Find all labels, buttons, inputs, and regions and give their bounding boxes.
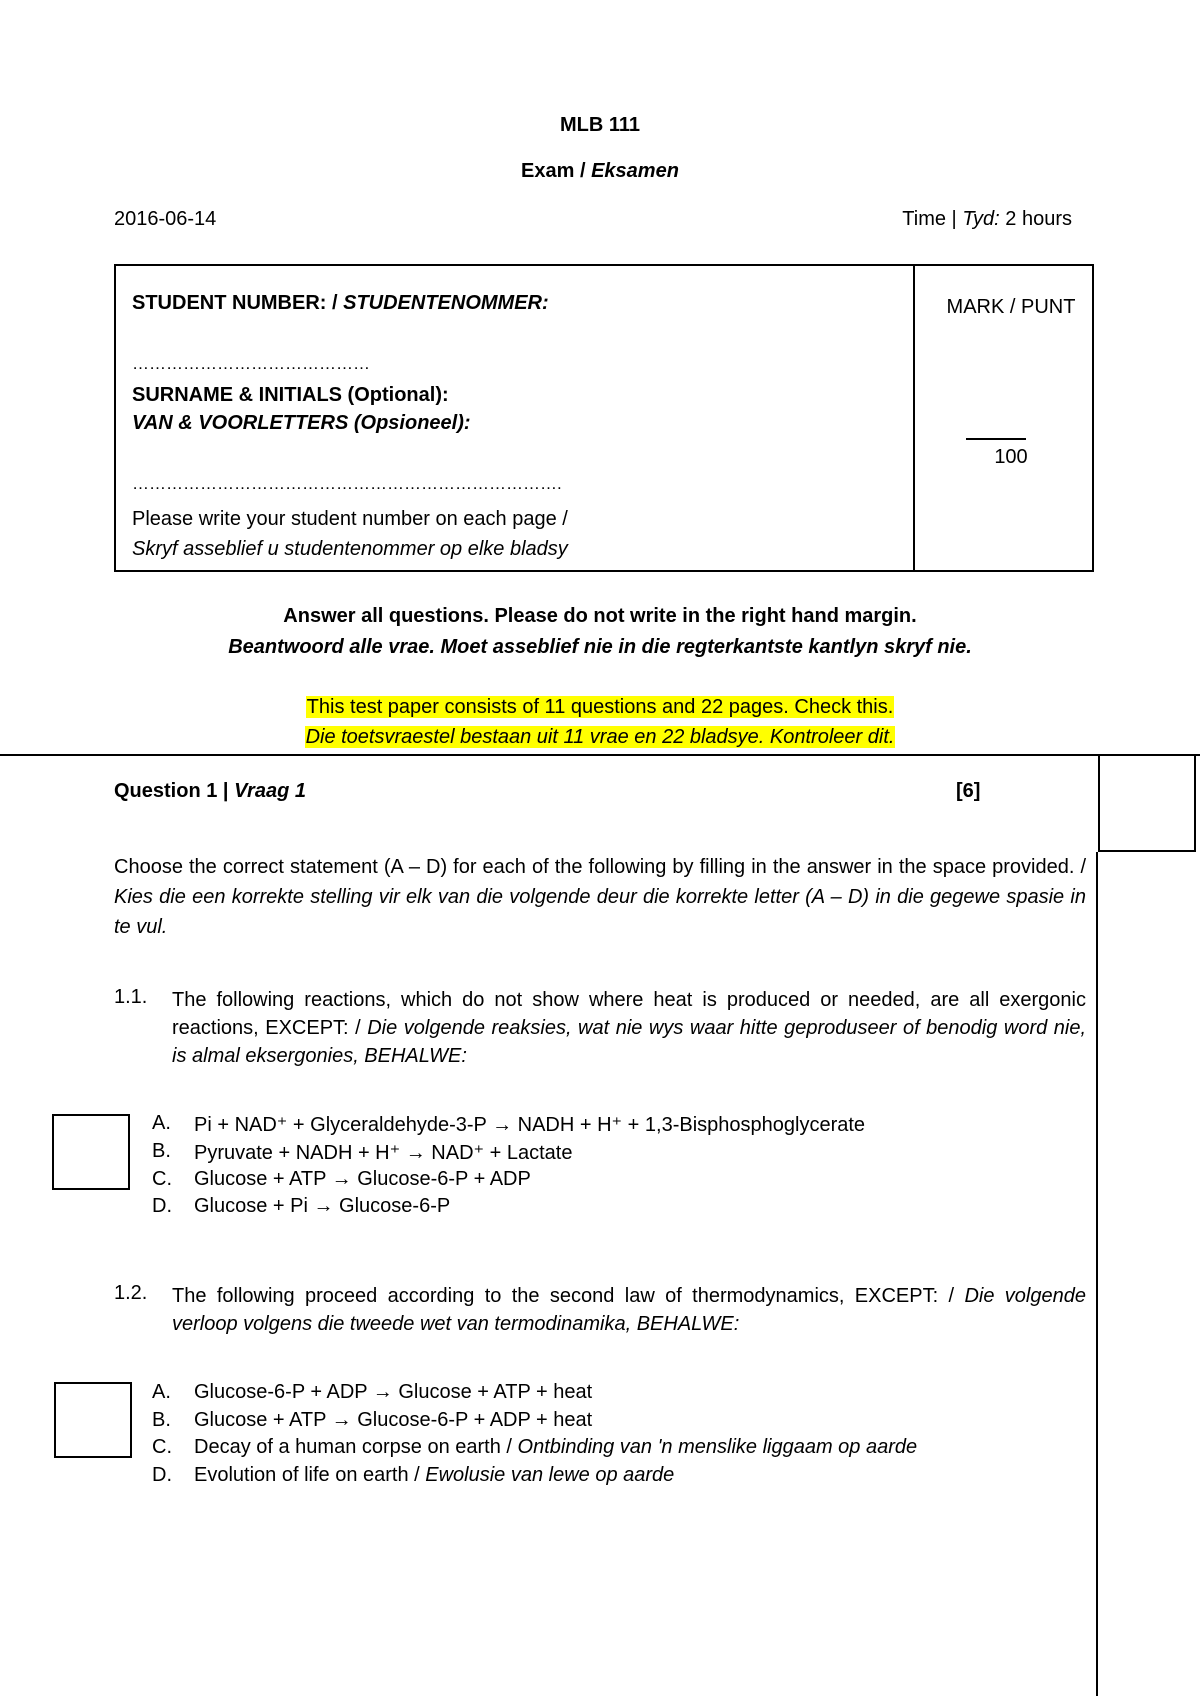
- question-1-2-text: [172, 1282, 1086, 1338]
- highlight-notice-af: Die toetsvraestel bestaan uit 11 vrae en 22 bladsye. Kontroleer dit.: [305, 726, 895, 748]
- question-1-marks: [6]: [956, 780, 981, 802]
- exam-title-af: Eksamen: [591, 160, 679, 182]
- question-1-2-text-af: Die volgende verloop volgens die tweede wet van termodinamika, BEHALWE:: [172, 1285, 1086, 1335]
- answer-box-1-1[interactable]: [52, 1114, 130, 1190]
- section-divider: [0, 754, 1200, 756]
- exam-date: 2016-06-14: [114, 208, 217, 230]
- time-label-en: Time |: [902, 208, 963, 230]
- option-text-en: Evolution of life on earth /: [194, 1464, 426, 1486]
- surname-label-af: VAN & VOORLETTERS (Opsioneel):: [132, 412, 471, 434]
- option-text: [194, 1464, 674, 1487]
- question-1-1-number: 1.1.: [114, 986, 148, 1008]
- option-letter: D.: [152, 1195, 172, 1217]
- question-1-2-text-en: The following proceed according to the second law of thermodynamics, EXCEPT: /: [172, 1285, 965, 1307]
- exam-title-sep: /: [574, 160, 592, 182]
- instruction-en: Answer all questions. Please do not write in the right hand margin.: [283, 605, 917, 627]
- option-text-en: Decay of a human corpse on earth /: [194, 1436, 518, 1458]
- option-letter: C.: [152, 1436, 172, 1458]
- option-text: Glucose + ATP → Glucose-6-P + ADP: [194, 1168, 531, 1190]
- write-instruction-af: Skryf asseblief u studentenommer op elke bladsy: [132, 538, 568, 560]
- write-instruction-en: Please write your student number on each page /: [132, 508, 568, 530]
- mark-blank-line[interactable]: [966, 438, 1026, 440]
- student-number-af: STUDENTENOMMER:: [343, 292, 549, 314]
- question-1-1-text: [172, 986, 1086, 1070]
- question-1-label: [114, 780, 306, 803]
- course-code: MLB 111: [559, 114, 641, 136]
- question-1-intro: [114, 852, 1086, 942]
- mark-label: MARK / PUNT: [946, 296, 1076, 318]
- time-label-af: Tyd:: [962, 208, 1000, 230]
- option-text-af: Ontbinding van 'n menslike liggaam op aarde: [517, 1436, 918, 1458]
- option-letter: B.: [152, 1409, 171, 1431]
- question-1-2-number: 1.2.: [114, 1282, 148, 1304]
- student-info-box: [114, 264, 1094, 572]
- question-1-1-text-en: The following reactions, which do not show where heat is produced or needed, are all exergonic reactions, EXCEPT: /: [172, 989, 1086, 1039]
- question-1-intro-en: Choose the correct statement (A – D) for each of the following by filling in the answer in the space provided. /: [114, 856, 1086, 878]
- highlight-notice: [0, 692, 1200, 752]
- exam-title-en: Exam: [521, 160, 575, 182]
- instruction-af: Beantwoord alle vrae. Moet asseblief nie in die regterkantste kantlyn skryf nie.: [228, 636, 972, 658]
- time-value: 2 hours: [999, 208, 1072, 230]
- margin-line-upper: [1096, 852, 1098, 960]
- option-text: [194, 1436, 917, 1459]
- option-letter: D.: [152, 1464, 172, 1486]
- student-number-en: STUDENT NUMBER: /: [132, 292, 344, 314]
- student-number-label: [132, 292, 549, 315]
- option-text: Pi + NAD⁺ + Glyceraldehyde-3-P → NADH + H⁺ + 1,3-Bisphosphoglycerate: [194, 1114, 866, 1136]
- option-letter: A.: [152, 1381, 171, 1403]
- option-letter: A.: [152, 1112, 171, 1134]
- margin-line: [1096, 958, 1098, 1696]
- option-text: Glucose-6-P + ADP → Glucose + ATP + heat: [194, 1381, 593, 1403]
- student-number-blank[interactable]: ……………………………………: [132, 354, 370, 373]
- exam-title: [0, 160, 1200, 183]
- question-mark-box[interactable]: [1098, 754, 1196, 852]
- option-text: Pyruvate + NADH + H⁺ → NAD⁺ + Lactate: [194, 1142, 573, 1164]
- surname-blank[interactable]: ………………………………………………………………….: [132, 474, 562, 493]
- question-1-label-en: Question 1 |: [114, 780, 235, 802]
- info-box-divider: [913, 266, 915, 570]
- highlight-notice-en: This test paper consists of 11 questions and 22 pages. Check this.: [306, 696, 894, 718]
- option-text: Glucose + Pi → Glucose-6-P: [194, 1195, 451, 1217]
- surname-label-en: SURNAME & INITIALS (Optional):: [132, 384, 449, 406]
- question-1-label-af: Vraag 1: [234, 780, 306, 802]
- question-1-intro-af: Kies die een korrekte stelling vir elk van die volgende deur die korrekte letter (A – D) in die gegewe spasie in te vul.: [114, 886, 1086, 938]
- mark-total: 100: [994, 446, 1028, 468]
- option-letter: B.: [152, 1140, 171, 1162]
- option-text-af: Ewolusie van lewe op aarde: [425, 1464, 675, 1486]
- option-letter: C.: [152, 1168, 172, 1190]
- question-1-1-text-af: Die volgende reaksies, wat nie wys waar hitte geproduseer of benodig word nie, is almal eksergonies, BEHALWE:: [172, 1017, 1087, 1067]
- answer-box-1-2[interactable]: [54, 1382, 132, 1458]
- exam-time: [902, 208, 1072, 231]
- option-text: Glucose + ATP → Glucose-6-P + ADP + heat: [194, 1409, 593, 1431]
